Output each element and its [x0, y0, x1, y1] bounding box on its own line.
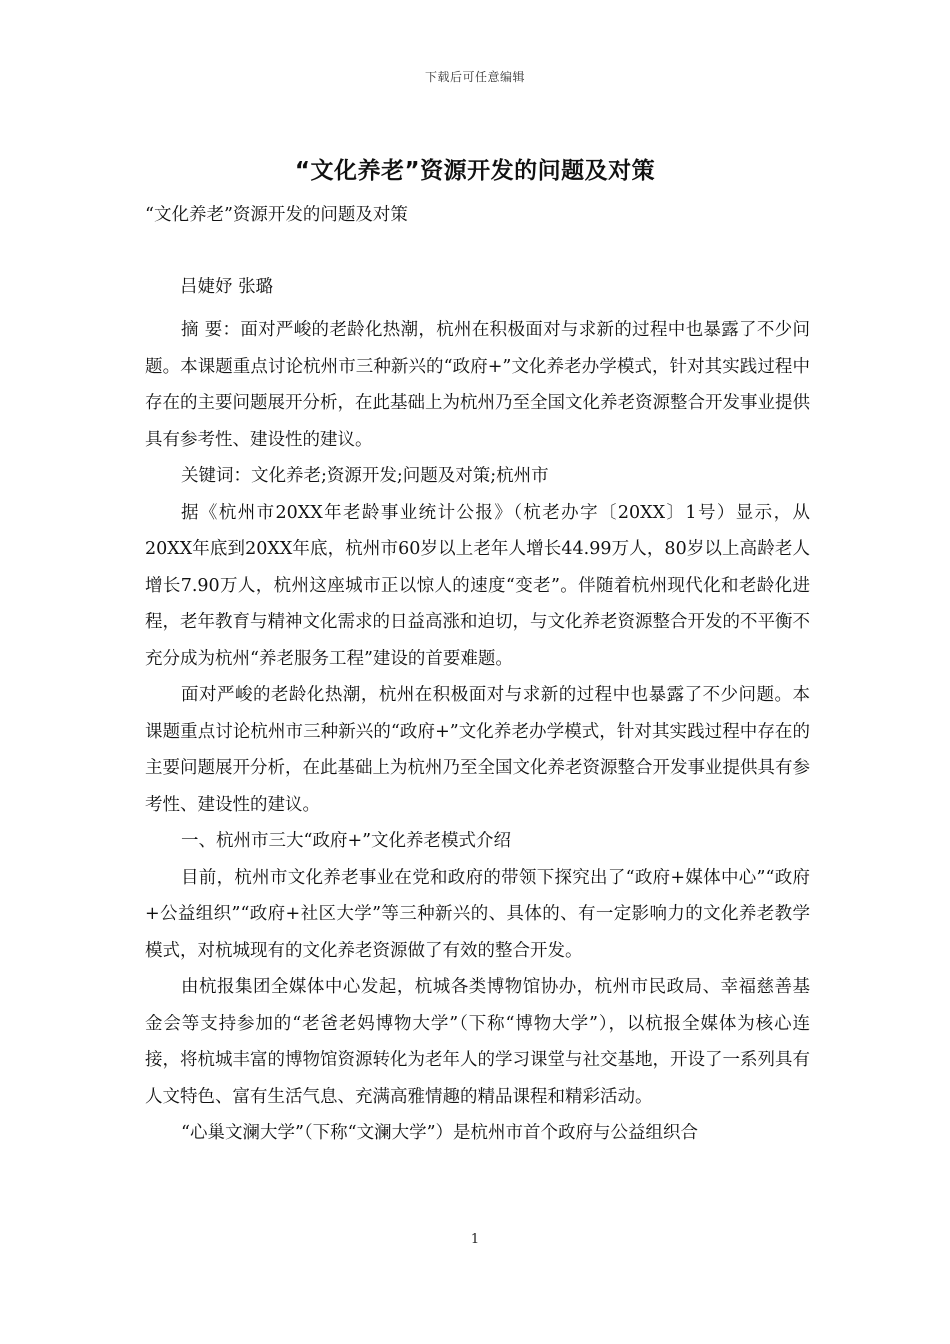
section-heading: 一、杭州市三大“政府+”文化养老模式介绍 — [181, 831, 512, 851]
page-number: 1 — [470, 1232, 480, 1247]
document-title: “文化养老”资源开发的问题及对策 — [294, 158, 656, 184]
document-subtitle: “文化养老”资源开发的问题及对策 — [145, 205, 408, 225]
authors: 吕婕妤 张璐 — [180, 277, 274, 297]
body-paragraph: 据《杭州市20XX年老龄事业统计公报》（杭老办字〔20XX〕1号）显示，从20XX年底到20XX年底，杭州市60岁以上老年人增长44.99万人，80岁以上高龄老人增长7.90万人，杭州这座城市正以惊人的速度“变老”。伴随着杭州现代化和老龄化进程，老年教育与精神文化需求的日益高涨和迫切，与文化养老资源整合开发的不平衡不充分成为杭州“养老服务工程”建设的首要难题。 — [145, 502, 810, 669]
body-paragraph: 面对严峻的老龄化热潮，杭州在积极面对与求新的过程中也暴露了不少问题。本课题重点讨论杭州市三种新兴的“政府+”文化养老办学模式，针对其实践过程中存在的主要问题展开分析，在此基础上为杭州乃至全国文化养老资源整合开发事业提供具有参考性、建设性的建议。 — [145, 685, 810, 815]
body-paragraph: “心巢文澜大学”（下称“文澜大学”）是杭州市首个政府与公益组织合 — [181, 1123, 699, 1143]
keywords-paragraph: 关键词：文化养老;资源开发;问题及对策;杭州市 — [181, 466, 549, 486]
body-text — [145, 312, 810, 1152]
body-paragraph: 目前，杭州市文化养老事业在党和政府的带领下探究出了“政府+媒体中心”“政府+公益组织”“政府+社区大学”等三种新兴的、具体的、有一定影响力的文化养老教学模式，对杭城现有的文化养老资源做了有效的整合开发。 — [145, 867, 810, 961]
header-note: 下载后可任意编辑 — [424, 70, 525, 84]
body-paragraph: 由杭报集团全媒体中心发起，杭城各类博物馆协办，杭州市民政局、幸福慈善基金会等支持参加的“老爸老妈博物大学”（下称“博物大学”），以杭报全媒体为核心连接，将杭城丰富的博物馆资源转化为老年人的学习课堂与社交基地，开设了一系列具有人文特色、富有生活气息、充满高雅情趣的精品课程和精彩活动。 — [145, 977, 810, 1107]
abstract-paragraph: 摘 要：面对严峻的老龄化热潮，杭州在积极面对与求新的过程中也暴露了不少问题。本课题重点讨论杭州市三种新兴的“政府+”文化养老办学模式，针对其实践过程中存在的主要问题展开分析，在此基础上为杭州乃至全国文化养老资源整合开发事业提供具有参考性、建设性的建议。 — [145, 320, 810, 450]
